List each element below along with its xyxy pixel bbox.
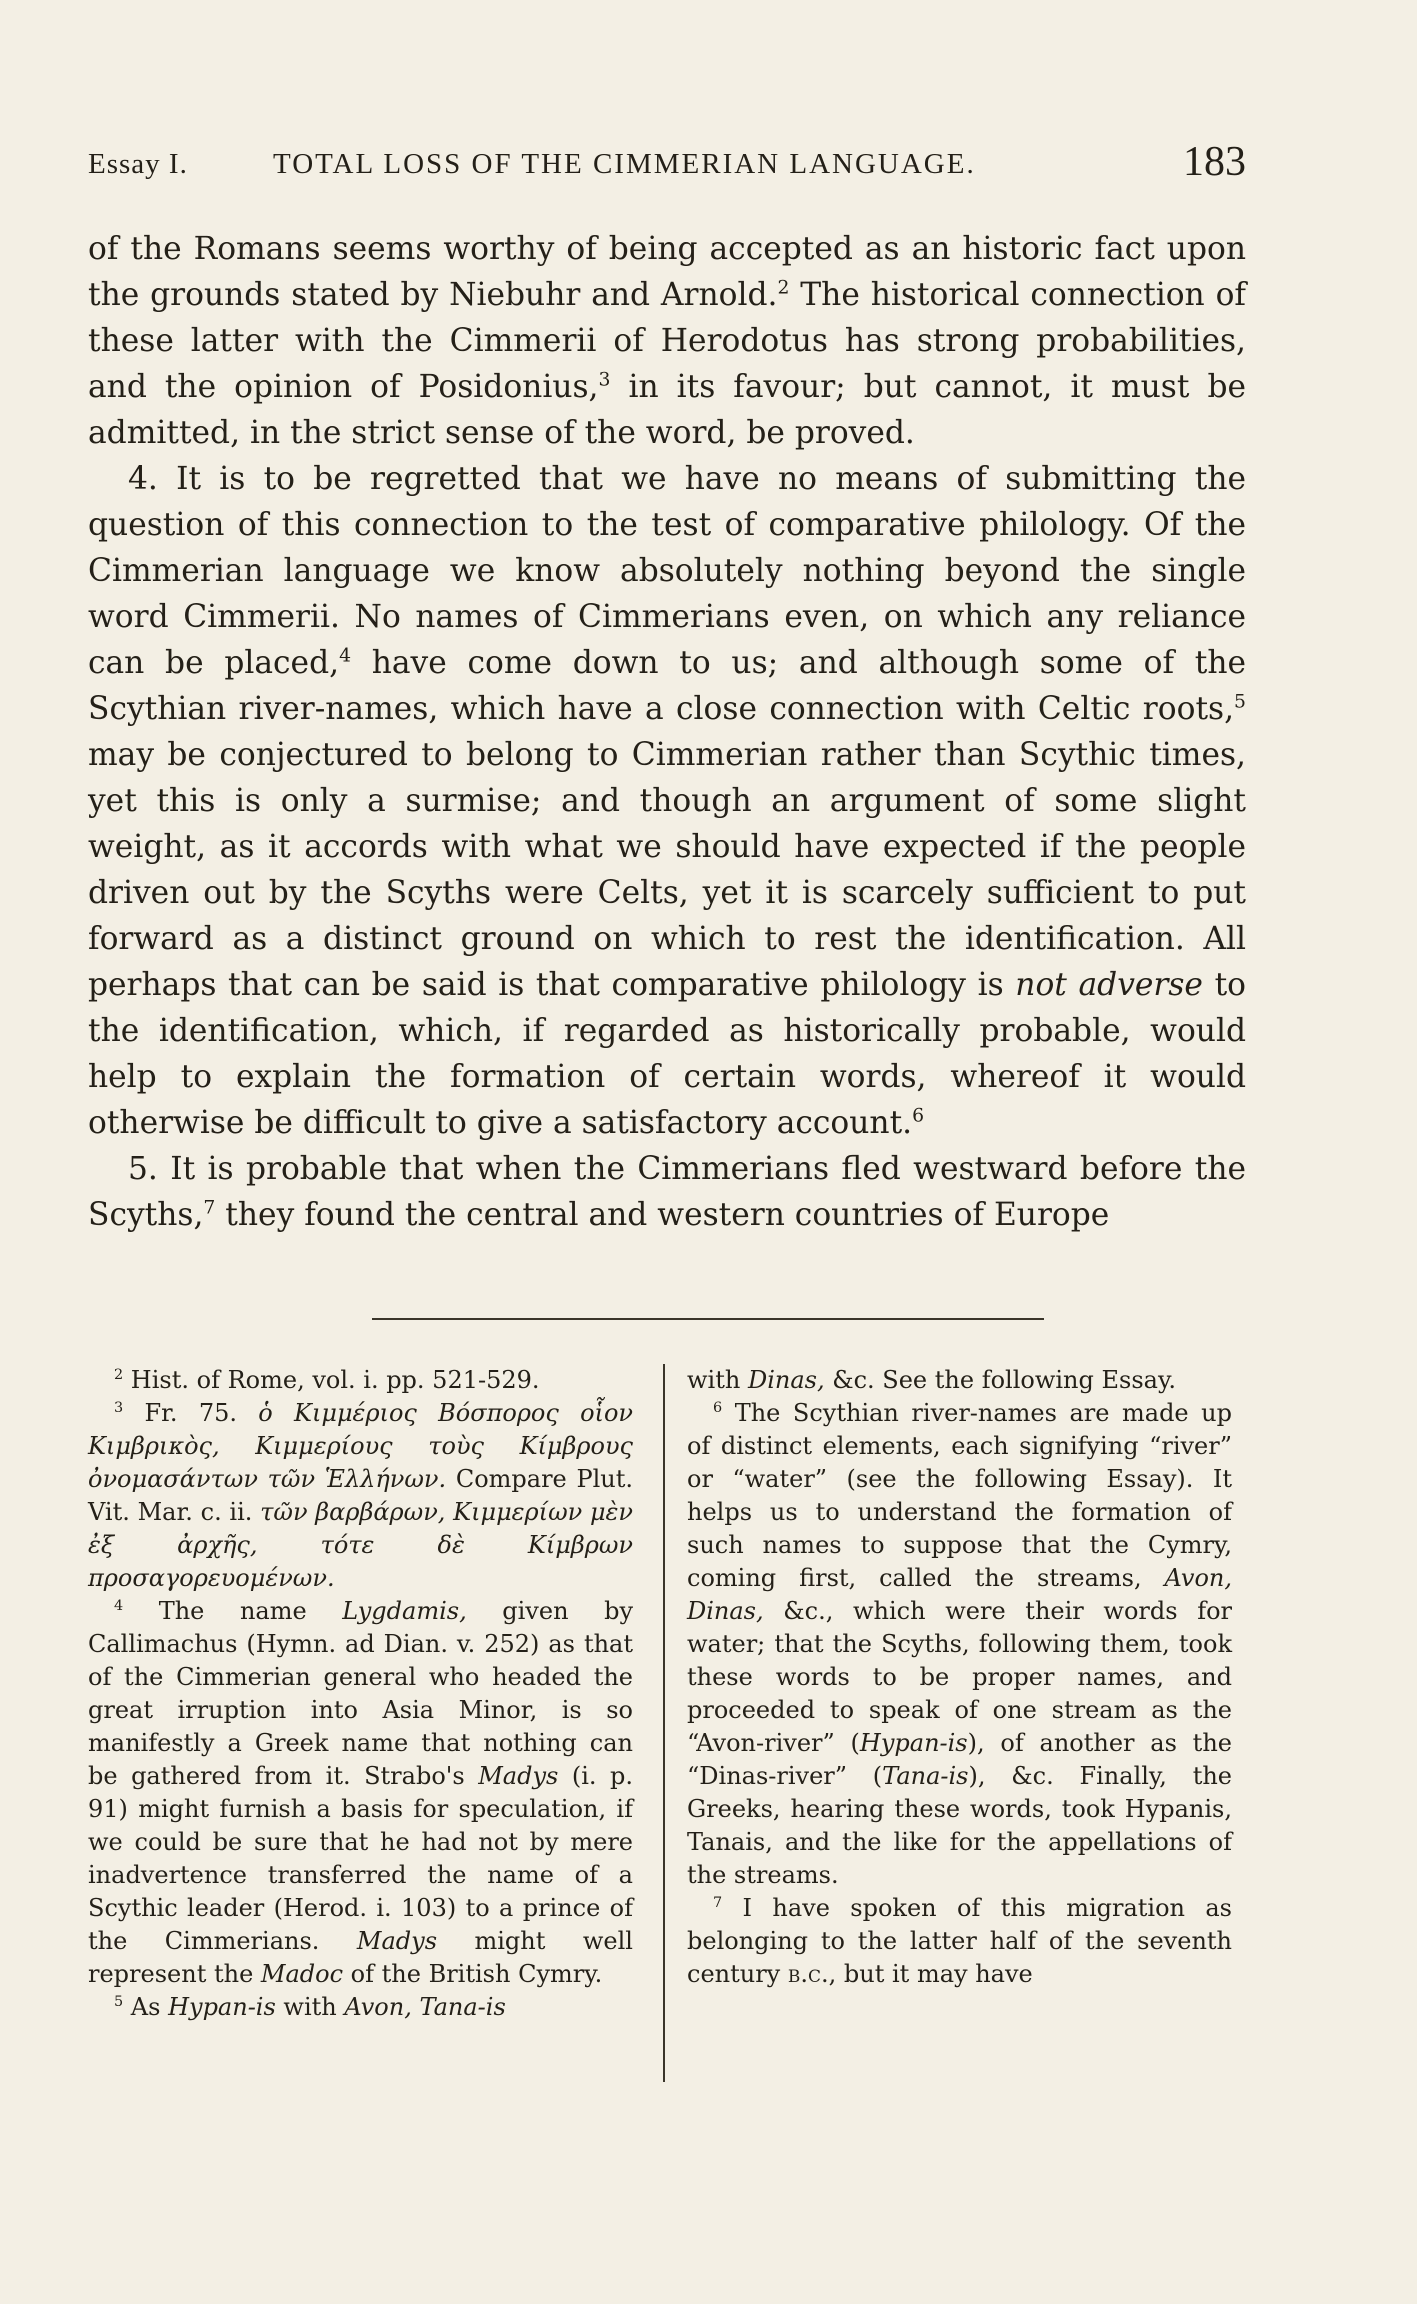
footnote-5: $^5$ As Hypan-is with Avon, Tana-is [114,1993,506,2021]
footnote-ref-4: 4 [339,645,352,667]
footnote-6: $^6$ The Scythian river-names are made up of distinct elements, each signifying “river” or “water” (see the following Essay). It helps us to understand the formation of such names to suppose that the Cymry, coming first, called the streams, Avon, Dinas, &c., which were their words for water; that the Scyths, following them, took these words to be proper names, and proceeded to speak of one stream as the “Avon-river” (Hypan-is), of another as the “Dinas-river” (Tana-is), &c. Finally, the Greeks, hearing these words, took Hypanis, Tanais, and the like for the appellations of the streams. [687,1399,1232,1889]
footnotes-right-column [687,1364,1232,1991]
footnote-2: $^2$ Hist. of Rome, vol. i. pp. 521-529. [114,1366,540,1394]
footnote-ref-7: 7 [203,1197,216,1219]
main-text [88,226,1246,1238]
footnote-ref-6: 6 [912,1105,925,1127]
paragraph-1: of the Romans seems worthy of being accepted as an historic fact upon the grounds stated by Niebuhr and Arnold.$^2$ The historical connection of these latter with the Cimmerii of Herodotus has strong probabilities, and the opinion of Posidonius,$^3$ in its favour; but cannot, it must be admitted, in the strict sense of the word, be proved. [88,231,1246,451]
paragraph-4: 4. It is to be regretted that we have no means of submitting the question of this connection to the test of comparative philology. Of the Cimmerian language we know absolutely nothing beyond the single word Cimmerii. No names of Cimmerians even, on which any reliance can be placed,$^4$ have come down to us; and although some of the Scythian river-names, which have a close connection with Celtic roots,$^5$ may be conjectured to belong to Cimmerian rather than Scythic times, yet this is only a surmise; and though an argument of some slight weight, as it accords with what we should have expected if the people driven out by the Scyths were Celts, yet it is scarcely sufficient to put forward as a distinct ground on which to rest the identification. All perhaps that can be said is that comparative philology is not adverse to the identification, which, if regarded as historically probable, would help to explain the formation of certain words, whereof it would otherwise be difficult to give a satisfactory account.$^6$ [88,461,1247,1141]
paragraph-5: 5. It is probable that when the Cimmerians fled westward before the Scyths,$^7$ they found the central and western countries of Europe [88,1151,1246,1233]
footnote-7: $^7$ I have spoken of this migration as belonging to the latter half of the seventh century b.c., but it may have [687,1894,1233,1988]
footnote-rule [372,1318,1044,1320]
column-divider [663,1364,665,2082]
footnote-ref-5: 5 [1234,691,1246,713]
essay-label: Essay I. [88,148,188,180]
running-title: TOTAL LOSS OF THE CIMMERIAN LANGUAGE. [273,148,976,180]
footnotes-left-column [88,1364,633,2024]
footnote-4: $^4$ The name Lygdamis, given by Callimachus (Hymn. ad Dian. v. 252) as that of the Cimmerian general who headed the great irruption into Asia Minor, is so manifestly a Greek name that nothing can be gathered from it. Strabo's Madys (i. p. 91) might furnish a basis for speculation, if we could be sure that he had not by mere inadvertence transferred the name of a Scythic leader (Herod. i. 103) to a prince of the Cimmerians. Madys might well represent the Madoc of the British Cymry. [88,1597,633,1988]
emphasis: not adverse [1015,967,1203,1003]
footnote-3: $^3$ Fr. 75. ὁ Κιμμέριος Βόσπορος οἷον Κιμβρικὸς, Κιμμερίους τοὺς Κίμβρους ὀνομασάντων τῶν Ἑλλήνων. Compare Plut. Vit. Mar. c. ii. τῶν βαρβάρων, Κιμμερίων μὲν ἐξ ἀρχῆς, τότε δὲ Κίμβρων προσαγορευομένων. [88,1399,634,1592]
running-header [88,140,1246,190]
footnote-ref-2: 2 [777,277,790,299]
footnote-5-continued: with Dinas, &c. See the following Essay. [687,1366,1176,1394]
page-number: 183 [1183,139,1246,185]
footnote-ref-3: 3 [598,369,611,391]
